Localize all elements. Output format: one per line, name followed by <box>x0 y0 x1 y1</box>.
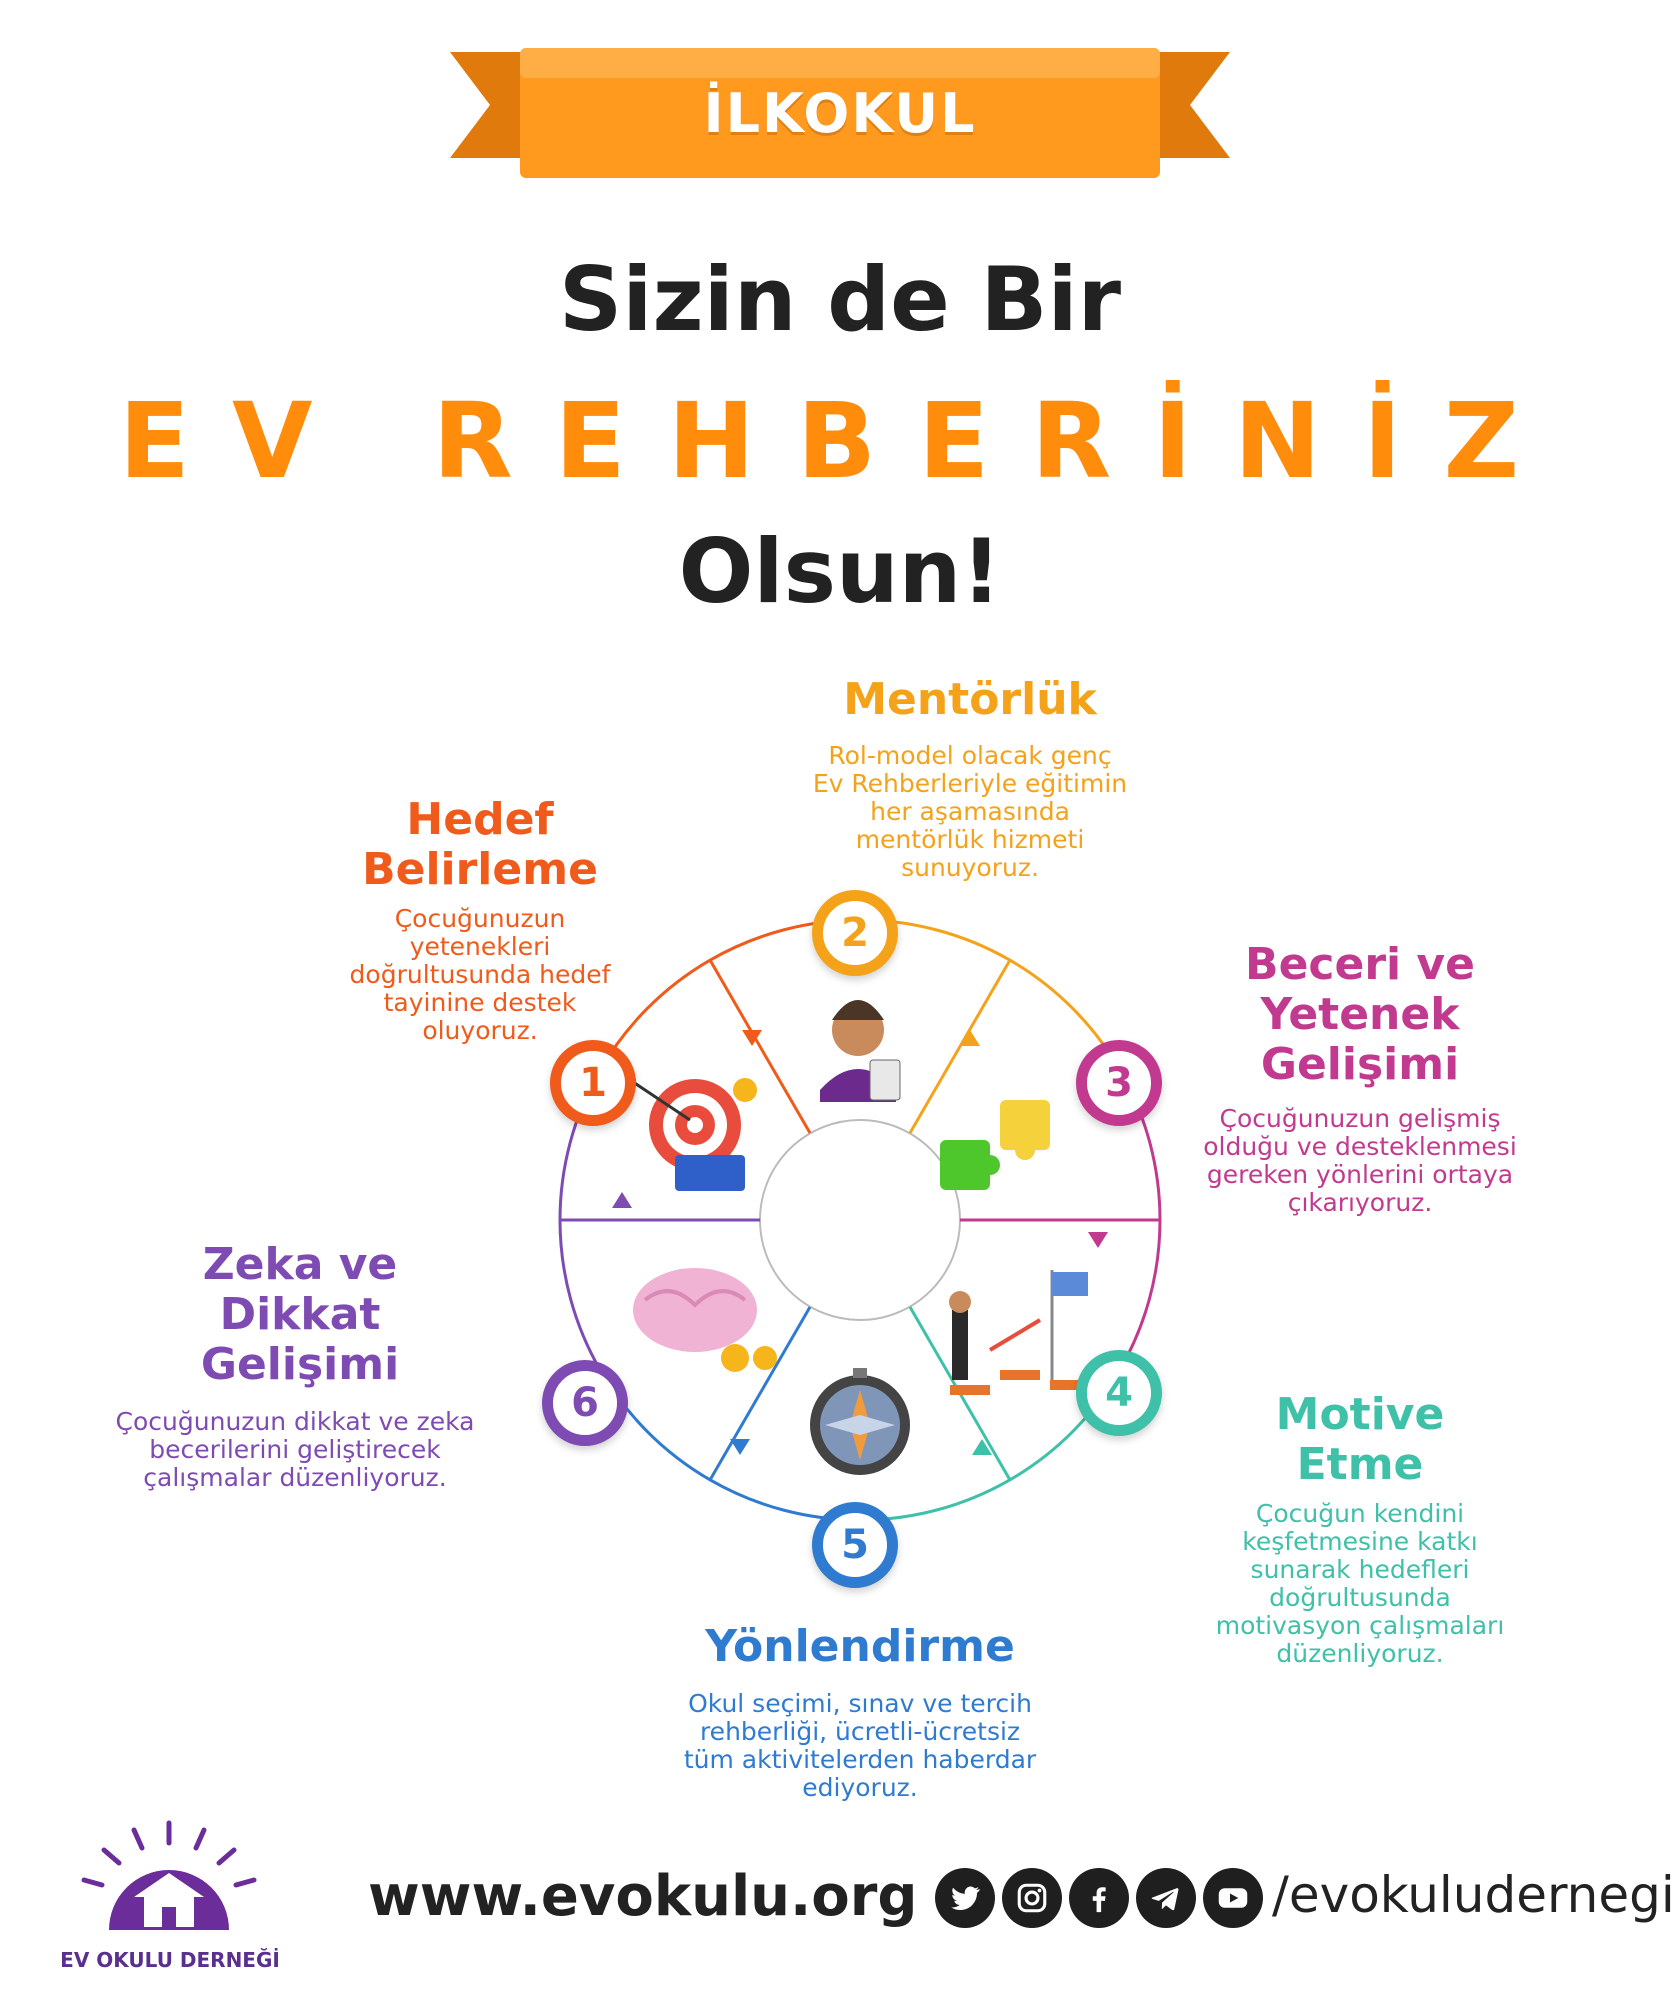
step4-number: 4 <box>1076 1350 1162 1436</box>
step5-description: Okul seçimi, sınav ve tercih rehberliği, ücretli-ücretsiz tüm aktivitelerden haberdar ediyoruz. <box>683 1689 1037 1802</box>
step3-title: Beceri ve Yetenek Gelişimi <box>1245 939 1475 1090</box>
step6-title: Zeka ve Dikkat Gelişimi <box>200 1239 400 1390</box>
compass-illustration <box>810 1368 910 1475</box>
instagram-icon[interactable] <box>1002 1868 1062 1928</box>
facebook-icon[interactable] <box>1069 1868 1129 1928</box>
step3-number: 3 <box>1076 1040 1162 1126</box>
step1-number: 1 <box>550 1040 636 1126</box>
brain-illustration <box>633 1268 777 1372</box>
logo-graphic <box>64 1815 274 1955</box>
puzzle-illustration <box>940 1100 1050 1190</box>
level-banner <box>450 40 1230 190</box>
step5-title: Yönlendirme <box>705 1621 1015 1672</box>
step6-number: 6 <box>542 1360 628 1446</box>
banner-label: İLKOKUL <box>703 82 977 145</box>
step4-title: Motive Etme <box>1275 1389 1445 1490</box>
step6-description: Çocuğunuzun dikkat ve zeka becerilerini geliştirecek çalışmalar düzenliyoruz. <box>115 1407 475 1492</box>
motivation-illustration <box>949 1270 1090 1395</box>
wheel-graphic <box>520 880 1200 1560</box>
step1-title: Hedef Belirleme <box>362 794 598 895</box>
social-handle[interactable]: /evokuludernegi <box>1272 1866 1675 1924</box>
headline-line2: EV REHBERİNİZ <box>118 380 1562 502</box>
step1-description: Çocuğunuzun yetenekleri doğrultusunda hedef tayinine destek oluyoruz. <box>349 904 611 1045</box>
headline-line3: Olsun! <box>678 520 1002 623</box>
step2-description: Rol-model olacak genç Ev Rehberleriyle eğitimin her aşamasında mentörlük hizmeti sunuyoruz. <box>812 741 1128 882</box>
target-illustration <box>624 1074 757 1191</box>
step2-title: Mentörlük <box>843 674 1097 725</box>
step3-description: Çocuğunuzun gelişmiş olduğu ve desteklenmesi gereken yönlerini ortaya çıkarıyoruz. <box>1203 1104 1517 1217</box>
logo-text: EV OKULU DERNEĞİ <box>60 1948 280 1972</box>
process-wheel <box>520 880 1200 1568</box>
telegram-icon[interactable] <box>1136 1868 1196 1928</box>
step2-number: 2 <box>812 890 898 976</box>
step4-description: Çocuğun kendini keşfetmesine katkı sunarak hedefleri doğrultusunda motivasyon çalışmaları düzenliyoruz. <box>1215 1499 1505 1668</box>
youtube-icon[interactable] <box>1203 1868 1263 1928</box>
twitter-icon[interactable] <box>935 1868 995 1928</box>
mentor-illustration <box>820 1000 900 1102</box>
website-link[interactable]: www.evokulu.org <box>368 1864 918 1929</box>
headline-line1: Sizin de Bir <box>558 248 1122 351</box>
step5-number: 5 <box>812 1502 898 1588</box>
